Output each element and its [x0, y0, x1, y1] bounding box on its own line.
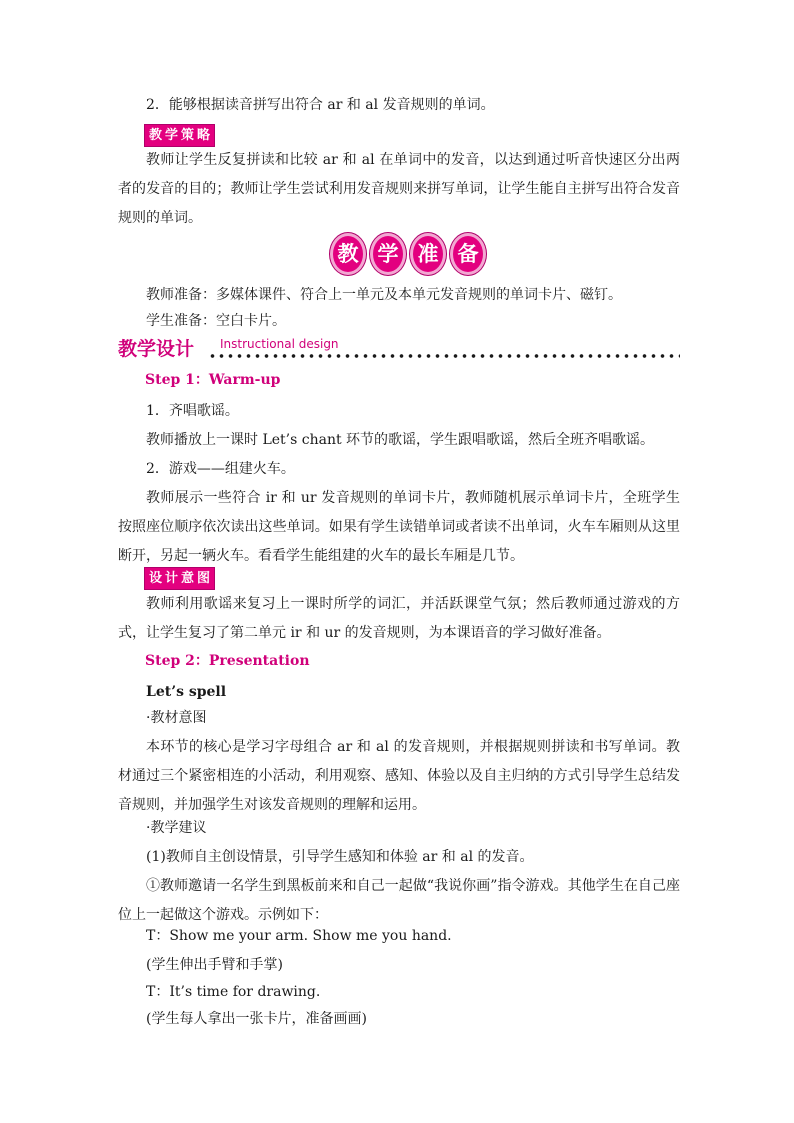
- strategy-tag-char: 教: [149, 128, 163, 143]
- step1-item1: 1．齐唱歌谣。: [146, 403, 239, 419]
- lets-spell-heading: Let’s spell: [146, 684, 227, 700]
- dotted-rule: [208, 353, 680, 359]
- step1-item2: 2．游戏——组建火车。: [146, 461, 295, 477]
- banner-char: 教: [330, 233, 366, 275]
- step1-item2-desc: 教师展示一些符合 ir 和 ur 发音规则的单词卡片，教师随机展示单词卡片，全班学生按照座位顺序依次读出这些单词。如果有学生读错单词或者读不出单词，火车车厢则从这里断开，另起一辆火车。看看学生能组建的火车的最长车厢是几节。: [118, 490, 680, 564]
- prep-teacher: 教师准备：多媒体课件、符合上一单元及本单元发音规则的单词卡片、磁钉。: [146, 287, 622, 303]
- banner-char: 准: [410, 233, 446, 275]
- design-tag-char: 设: [149, 571, 163, 586]
- intent-paragraph: 本环节的核心是学习字母组合 ar 和 al 的发音规则，并根据规则拼读和书写单词。教材通过三个紧密相连的小活动，利用观察、感知、体验以及自主归纳的方式引导学生总结发音规则，并加强学生对该发音规则的理解和运用。: [118, 739, 680, 813]
- strategy-paragraph: 教师让学生反复拼读和比较 ar 和 al 在单词中的发音，以达到通过听音快速区分出两者的发音的目的；教师让学生尝试利用发音规则来拼写单词，让学生能自主拼写出符合发音规则的单词。: [118, 152, 680, 226]
- strategy-tag: [144, 124, 215, 147]
- suggestion-1: (1)教师自主创设情景，引导学生感知和体验 ar 和 al 的发音。: [146, 849, 534, 865]
- dialogue-teacher-2: T：It’s time for drawing.: [146, 984, 321, 1000]
- step1-heading: Step 1：Warm-up: [145, 372, 281, 388]
- bullet-suggestion: ·教学建议: [146, 820, 207, 836]
- design-tag-char: 意: [181, 571, 195, 586]
- suggestion-1-detail: ①教师邀请一名学生到黑板前来和自己一起做“我说你画”指令游戏。其他学生在自己座位上一起做这个游戏。示例如下：: [118, 878, 680, 923]
- design-tag-char: 图: [197, 571, 211, 586]
- design-tag-char: 计: [165, 571, 179, 586]
- banner-char: 备: [450, 233, 486, 275]
- design-intent-paragraph: 教师利用歌谣来复习上一课时所学的词汇，并活跃课堂气氛；然后教师通过游戏的方式，让学生复习了第二单元 ir 和 ur 的发音规则，为本课语音的学习做好准备。: [118, 596, 680, 641]
- step1-item1-desc: 教师播放上一课时 Let’s chant 环节的歌谣，学生跟唱歌谣，然后全班齐唱歌谣。: [146, 432, 655, 448]
- banner-char: 学: [370, 233, 406, 275]
- strategy-tag-char: 学: [165, 128, 179, 143]
- design-intent-tag: [144, 567, 215, 590]
- section-heading: [118, 335, 680, 365]
- step2-heading: Step 2：Presentation: [145, 653, 310, 669]
- section-title: 教学设计: [118, 338, 195, 360]
- section-subtitle: Instructional design: [220, 337, 339, 351]
- dialogue-teacher-1: T：Show me your arm. Show me you hand.: [146, 928, 452, 944]
- objective-2: 2．能够根据读音拼写出符合 ar 和 al 发音规则的单词。: [146, 97, 495, 113]
- prep-student: 学生准备：空白卡片。: [146, 313, 286, 329]
- strategy-tag-char: 策: [181, 128, 195, 143]
- preparation-banner: [330, 231, 486, 277]
- strategy-tag-char: 略: [197, 128, 211, 143]
- bullet-intent: ·教材意图: [146, 710, 207, 726]
- dialogue-action-2: (学生每人拿出一张卡片，准备画画): [146, 1011, 367, 1027]
- dialogue-action-1: (学生伸出手臂和手掌): [146, 957, 283, 973]
